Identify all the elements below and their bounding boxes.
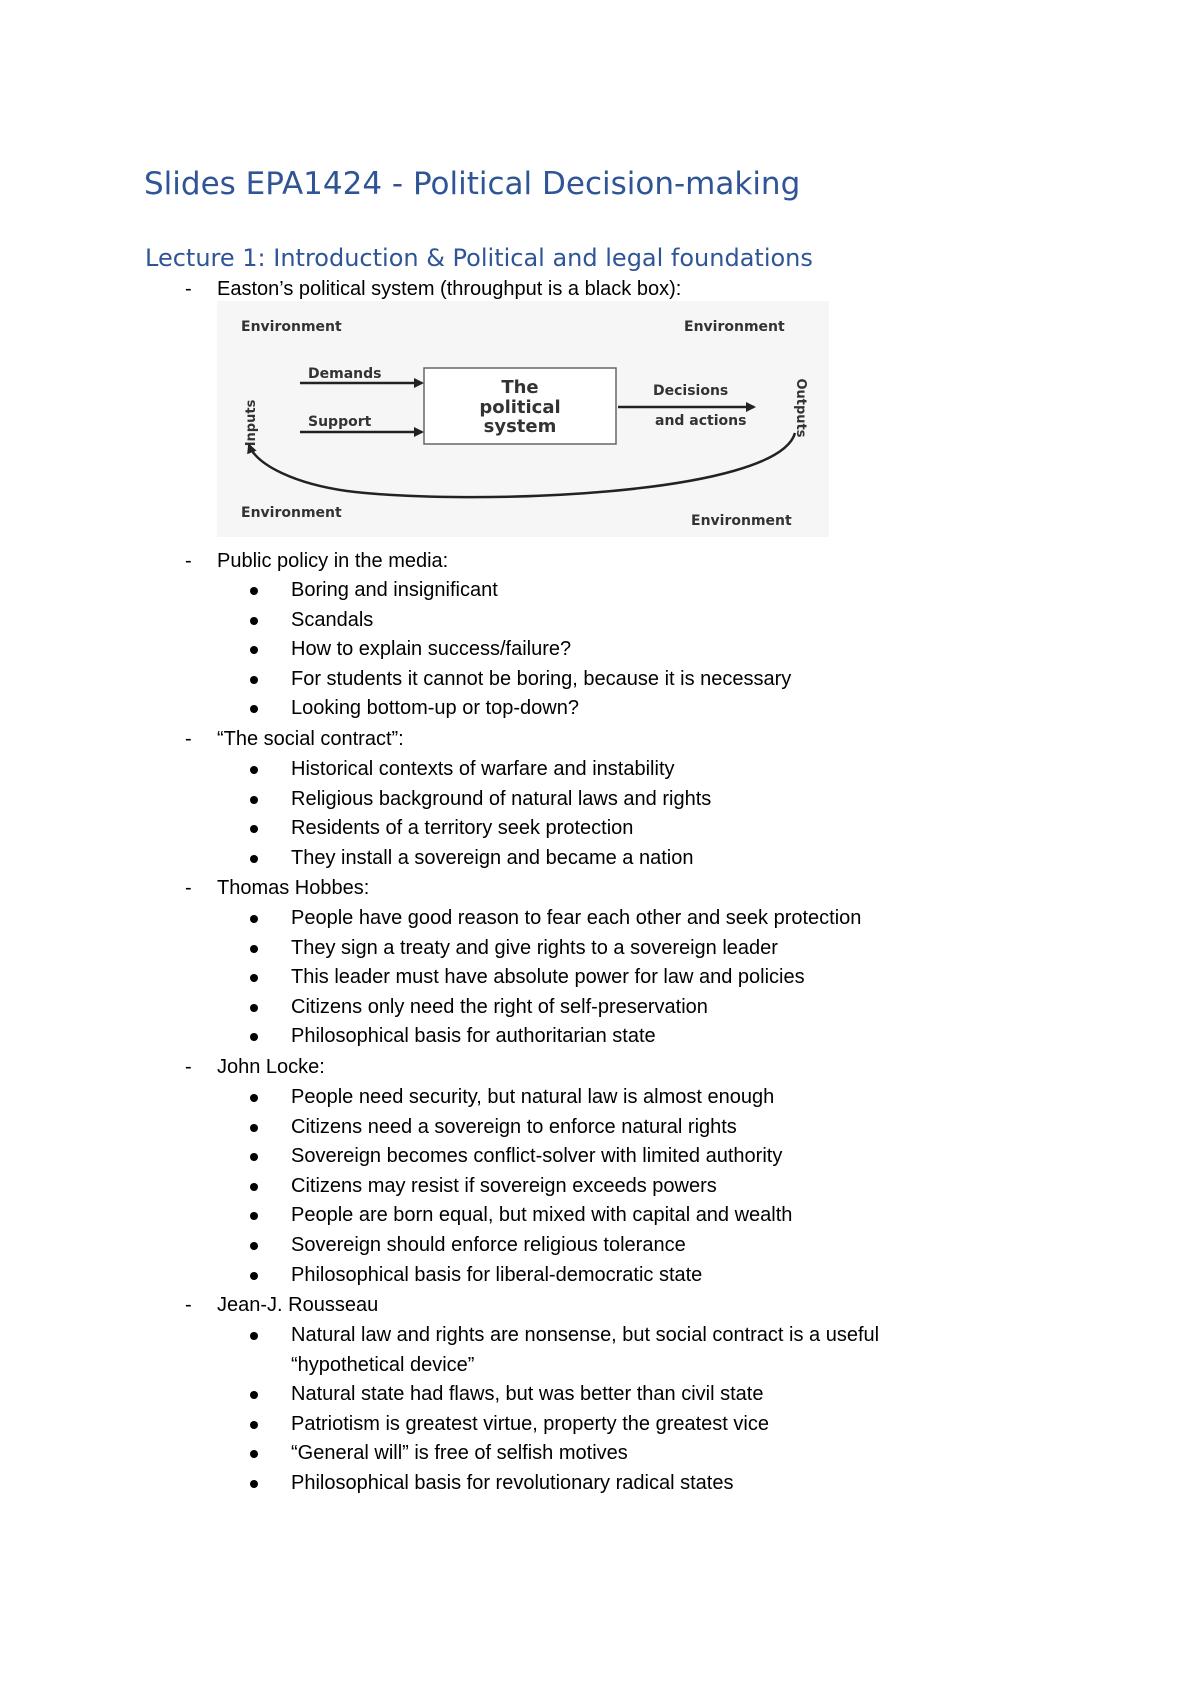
dash-marker: - bbox=[185, 877, 192, 899]
list-item-text: How to explain success/failure? bbox=[291, 638, 572, 661]
bullet-icon bbox=[250, 1033, 258, 1041]
list-item bbox=[250, 844, 711, 874]
list-item bbox=[250, 904, 861, 934]
inputs-label: Inputs bbox=[244, 399, 259, 447]
list-item bbox=[250, 1439, 951, 1469]
list-item-text: Citizens need a sovereign to enforce natural rights bbox=[291, 1115, 737, 1138]
bullet-icon bbox=[250, 646, 258, 654]
bullet-list-public-policy bbox=[250, 576, 791, 724]
section-label: Easton’s political system (throughput is a black box): bbox=[217, 278, 682, 300]
bullet-icon bbox=[250, 1421, 258, 1429]
list-item bbox=[250, 1201, 792, 1231]
section-label: “The social contract”: bbox=[217, 728, 404, 750]
bullet-icon bbox=[250, 1450, 258, 1458]
bullet-icon bbox=[250, 676, 258, 684]
list-item bbox=[250, 993, 861, 1023]
list-item bbox=[250, 1022, 861, 1052]
bullet-icon bbox=[250, 945, 258, 953]
list-item bbox=[250, 1380, 951, 1410]
list-item bbox=[250, 963, 861, 993]
list-item bbox=[250, 1321, 951, 1380]
list-item-text: Natural law and rights are nonsense, but social contract is a useful “hypothetical device” bbox=[291, 1324, 880, 1376]
list-item-text: Sovereign becomes conflict-solver with limited authority bbox=[291, 1145, 783, 1168]
list-item bbox=[250, 576, 791, 606]
list-item-text: Natural state had flaws, but was better than civil state bbox=[291, 1383, 764, 1406]
environment-label: Environment bbox=[684, 319, 785, 335]
environment-label: Environment bbox=[241, 319, 342, 335]
support-label: Support bbox=[308, 414, 372, 430]
bullet-icon bbox=[250, 705, 258, 713]
bullet-list-social-contract bbox=[250, 755, 711, 873]
list-item bbox=[250, 1469, 951, 1499]
bullet-icon bbox=[250, 796, 258, 804]
dash-marker: - bbox=[185, 1056, 192, 1078]
bullet-icon bbox=[250, 1183, 258, 1191]
list-item-text: Sovereign should enforce religious tolerance bbox=[291, 1233, 686, 1256]
list-item-text: Citizens only need the right of self-preservation bbox=[291, 995, 708, 1018]
decisions-label: Decisions bbox=[653, 383, 729, 399]
list-item bbox=[250, 934, 861, 964]
list-item bbox=[250, 1410, 951, 1440]
section-label: Thomas Hobbes: bbox=[217, 877, 370, 899]
bullet-icon bbox=[250, 1212, 258, 1220]
environment-label: Environment bbox=[241, 505, 342, 521]
bullet-icon bbox=[250, 1391, 258, 1399]
list-item bbox=[250, 665, 791, 695]
list-item-text: This leader must have absolute power for law and policies bbox=[291, 966, 805, 989]
bullet-icon bbox=[250, 1272, 258, 1280]
demands-label: Demands bbox=[308, 366, 382, 382]
list-item-text: People are born equal, but mixed with capital and wealth bbox=[291, 1204, 793, 1227]
dash-marker: - bbox=[185, 278, 192, 300]
list-item-text: They install a sovereign and became a nation bbox=[291, 846, 694, 869]
environment-label: Environment bbox=[691, 513, 792, 529]
list-item-text: Citizens may resist if sovereign exceeds powers bbox=[291, 1174, 717, 1197]
list-item-text: Religious background of natural laws and rights bbox=[291, 787, 712, 810]
dash-marker: - bbox=[185, 728, 192, 750]
list-item-text: They sign a treaty and give rights to a sovereign leader bbox=[291, 936, 778, 959]
section-label: Public policy in the media: bbox=[217, 550, 449, 572]
list-item bbox=[250, 1142, 792, 1172]
list-item bbox=[250, 1083, 792, 1113]
bullet-list-rousseau bbox=[250, 1321, 951, 1499]
bullet-icon bbox=[250, 1153, 258, 1161]
list-item bbox=[250, 1231, 792, 1261]
document-title: Slides EPA1424 - Political Decision-making bbox=[144, 166, 801, 202]
list-item-text: Historical contexts of warfare and instability bbox=[291, 758, 675, 780]
box-label: The bbox=[501, 377, 539, 398]
outputs-label: Outputs bbox=[793, 378, 808, 438]
bullet-icon bbox=[250, 587, 258, 595]
list-item bbox=[250, 694, 791, 724]
lecture-heading: Lecture 1: Introduction & Political and legal foundations bbox=[145, 244, 813, 272]
actions-label: and actions bbox=[655, 413, 747, 429]
bullet-list-hobbes bbox=[250, 904, 861, 1052]
easton-diagram bbox=[217, 301, 829, 537]
list-item-text: Patriotism is greatest virtue, property the greatest vice bbox=[291, 1412, 769, 1435]
section-label: John Locke: bbox=[217, 1056, 325, 1078]
bullet-list-locke bbox=[250, 1083, 792, 1290]
list-item-text: Philosophical basis for liberal-democratic state bbox=[291, 1263, 703, 1286]
bullet-icon bbox=[250, 825, 258, 833]
bullet-icon bbox=[250, 1332, 258, 1340]
list-item bbox=[250, 606, 791, 636]
list-item-text: Boring and insignificant bbox=[291, 579, 498, 601]
bullet-icon bbox=[250, 1242, 258, 1250]
bullet-icon bbox=[250, 1094, 258, 1102]
dash-marker: - bbox=[185, 550, 192, 572]
list-item-text: Philosophical basis for authoritarian state bbox=[291, 1025, 656, 1048]
list-item bbox=[250, 814, 711, 844]
list-item-text: Residents of a territory seek protection bbox=[291, 817, 634, 840]
bullet-icon bbox=[250, 974, 258, 982]
list-item-text: People need security, but natural law is almost enough bbox=[291, 1086, 775, 1108]
list-item-text: Scandals bbox=[291, 608, 374, 631]
list-item-text: For students it cannot be boring, because it is necessary bbox=[291, 667, 792, 690]
list-item bbox=[250, 1261, 792, 1291]
list-item-text: “General will” is free of selfish motives bbox=[291, 1442, 628, 1465]
bullet-icon bbox=[250, 915, 258, 923]
list-item-text: Looking bottom-up or top-down? bbox=[291, 697, 579, 720]
list-item bbox=[250, 1172, 792, 1202]
bullet-icon bbox=[250, 1480, 258, 1488]
list-item-text: Philosophical basis for revolutionary radical states bbox=[291, 1471, 734, 1494]
list-item bbox=[250, 1113, 792, 1143]
bullet-icon bbox=[250, 855, 258, 863]
list-item bbox=[250, 635, 791, 665]
bullet-icon bbox=[250, 1004, 258, 1012]
dash-marker: - bbox=[185, 1294, 192, 1316]
bullet-icon bbox=[250, 1124, 258, 1132]
bullet-icon bbox=[250, 617, 258, 625]
box-label: political bbox=[479, 397, 561, 418]
bullet-icon bbox=[250, 766, 258, 774]
box-label: system bbox=[483, 416, 557, 437]
list-item bbox=[250, 785, 711, 815]
section-label: Jean-J. Rousseau bbox=[217, 1294, 379, 1316]
list-item bbox=[250, 755, 711, 785]
list-item-text: People have good reason to fear each other and seek protection bbox=[291, 907, 862, 929]
